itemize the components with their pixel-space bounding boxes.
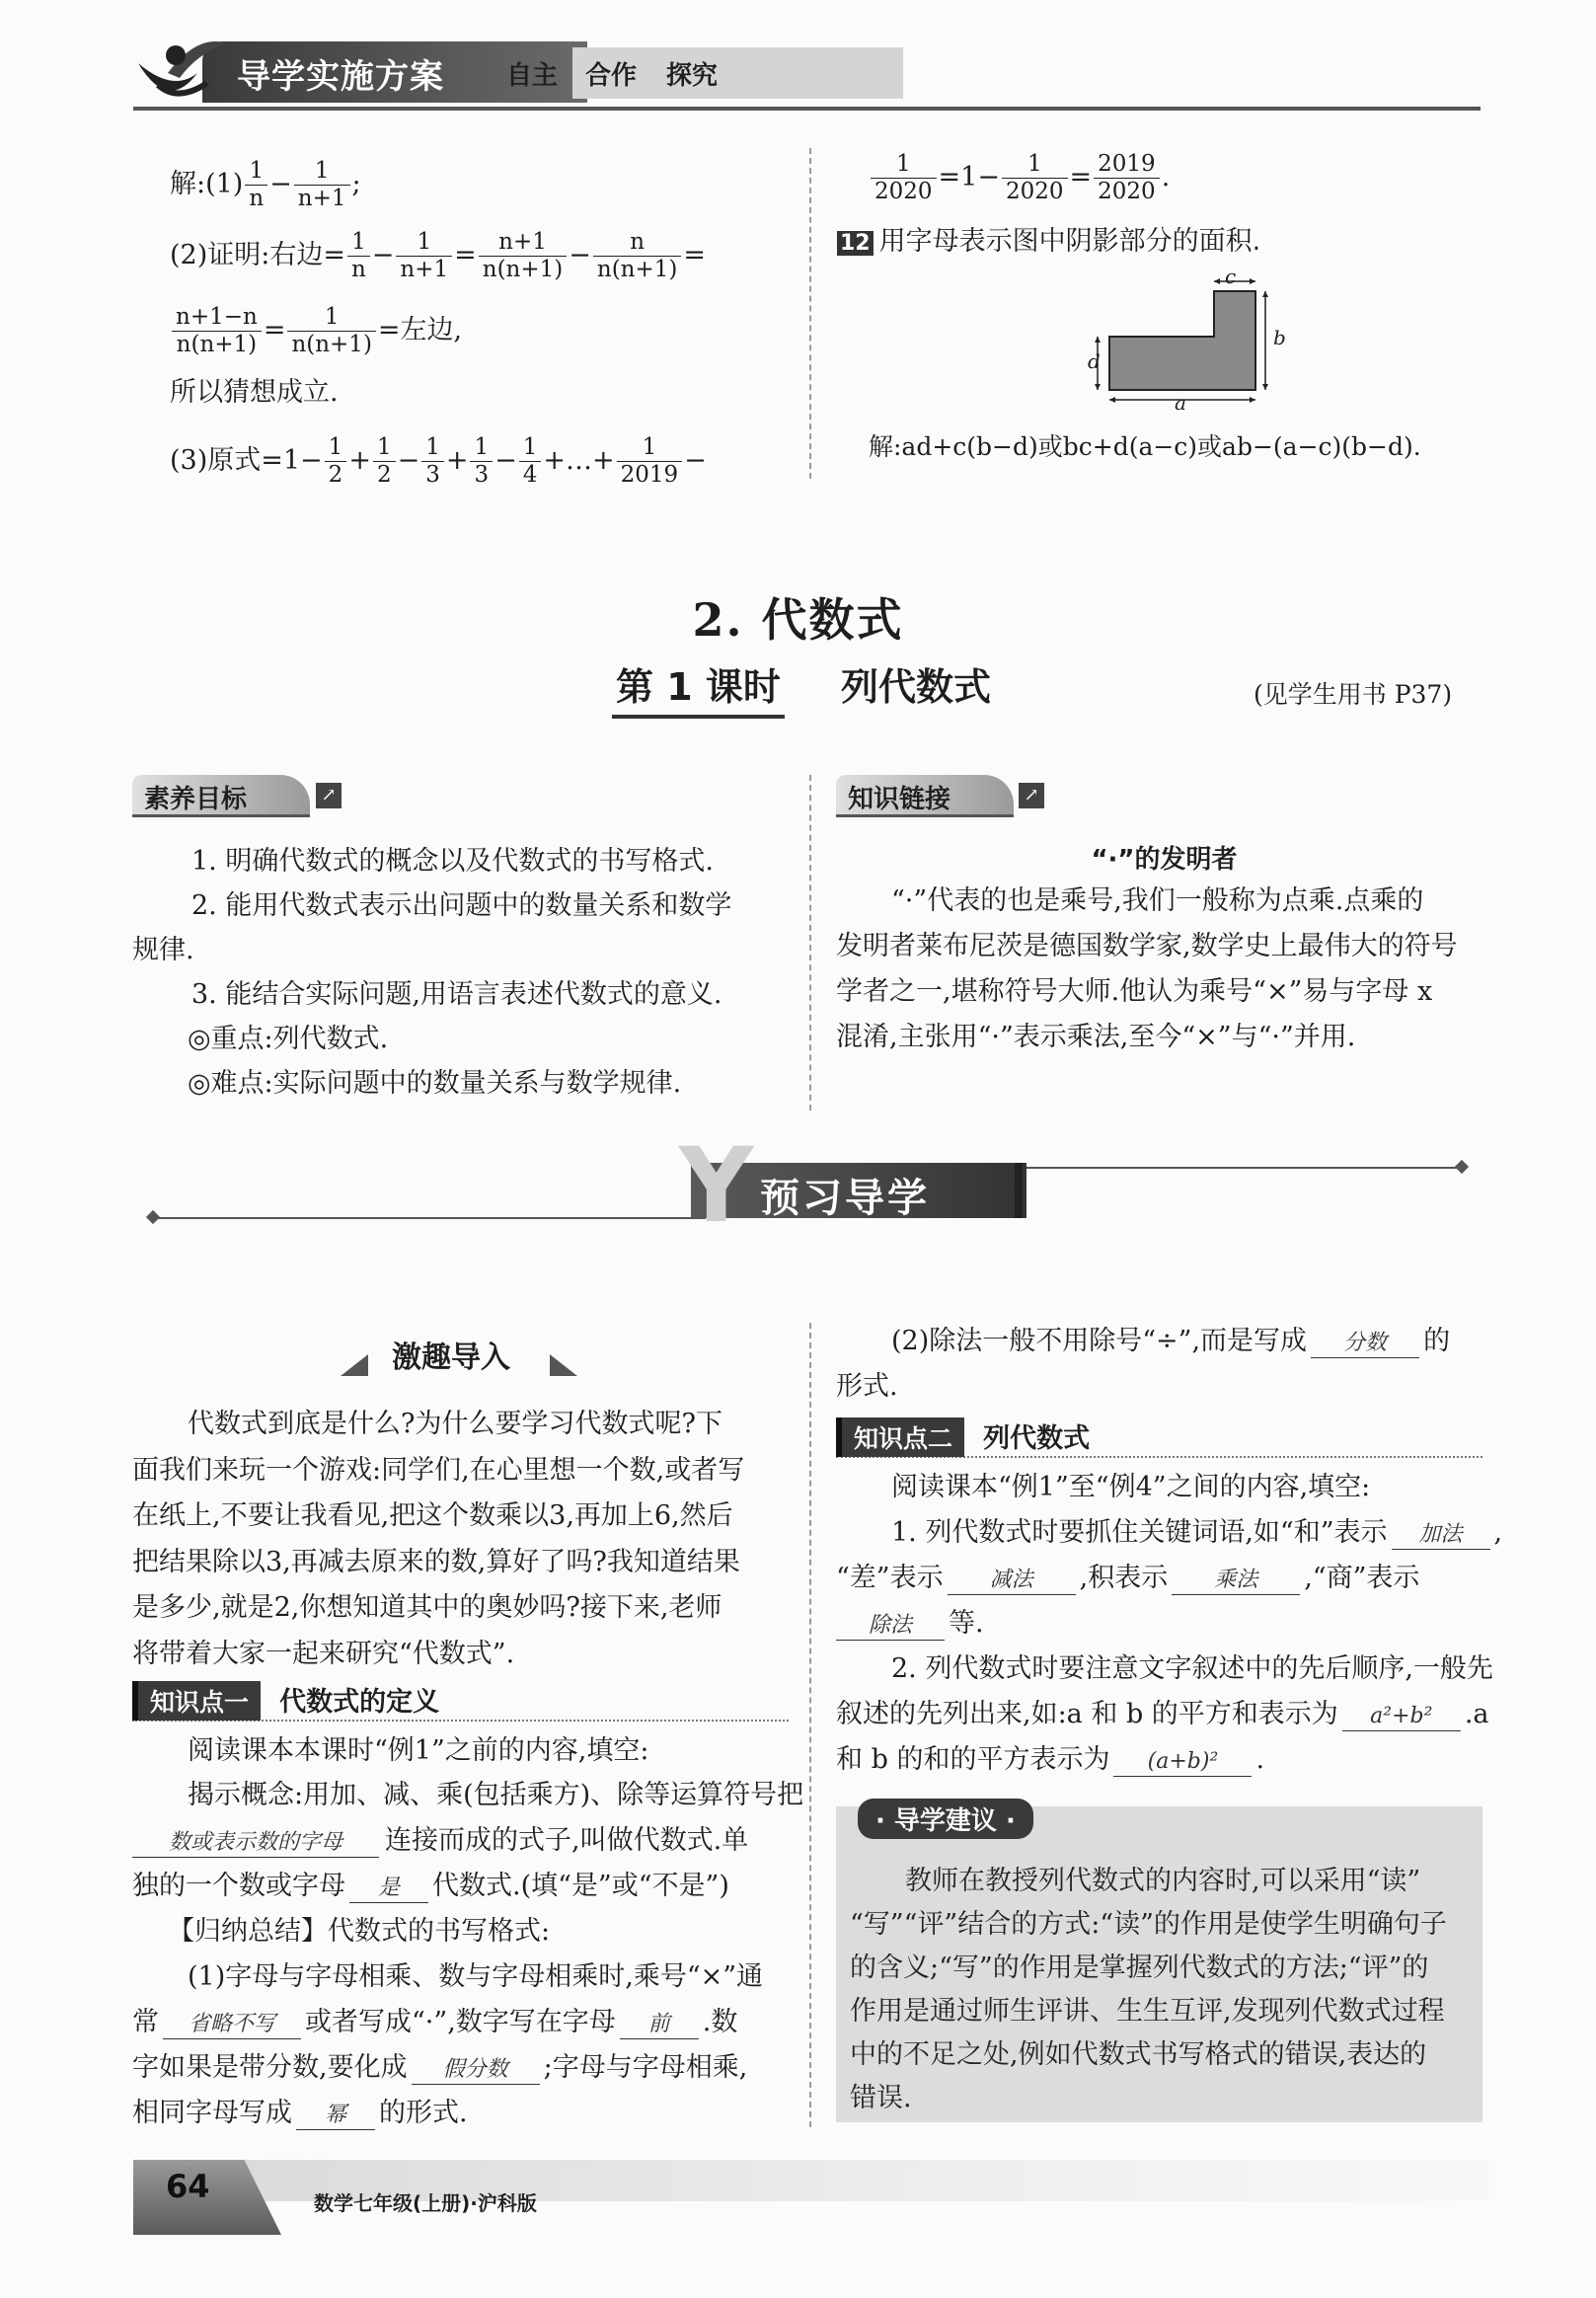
preview-letter: Y — [679, 1125, 754, 1246]
advice-body: 教师在教授列代数式的内容时,可以采用“读” “写”“评”结合的方式:“读”的作用是使学生明确句子 的含义;“写”的作用是掌握列代数式的方法;“评”的 作用是通过师生评讲、生生互评,发现列代数式过程 中的不足之处,例如代数式书写格式的错误,表达的 错误. — [850, 1866, 1447, 2113]
column-divider-top — [809, 148, 811, 479]
kp2-line-5: 叙述的先列出来,如:a 和 b 的平方和表示为 a²+b² .a — [836, 1699, 1489, 1729]
question-12: 12 用字母表示图中阴影部分的面积. — [837, 225, 1260, 261]
kp1-tag: 知识点一 — [132, 1681, 261, 1721]
fraction: $\frac{1}{n}$ — [347, 229, 370, 283]
header-bar — [128, 41, 780, 103]
kp1-answer-3: 省略不写 — [163, 2011, 301, 2039]
fraction: $\frac{1}{2020}$ — [871, 151, 937, 205]
fraction: $\frac{1}{4}$ — [519, 434, 542, 489]
kp1-concept-a: 揭示概念:用加、减、乘(包括乘方)、除等运算符号把 — [188, 1780, 804, 1810]
kp2-line-6: 和 b 的和的平方表示为 (a+b)² . — [836, 1744, 1265, 1775]
kp1-answer-2: 是 — [349, 1875, 428, 1903]
figure-label-b: b — [1273, 326, 1286, 349]
fraction: $\frac{1}{2019}$ — [617, 434, 683, 489]
column-divider-goals — [809, 775, 811, 1111]
preview-line-left — [153, 1217, 706, 1219]
kp2-read: 阅读课本“例1”至“例4”之间的内容,填空: — [891, 1472, 1371, 1502]
fraction: $\frac{n+1-n}{n(n+1)}$ — [172, 304, 262, 358]
fraction: $\frac{1}{n+1}$ — [396, 229, 452, 283]
fraction: $\frac{n}{n(n+1)}$ — [593, 229, 681, 283]
header-tag-3: 探究 — [666, 61, 719, 91]
answer-9: 减法 — [948, 1567, 1076, 1595]
advice-box — [836, 1806, 1482, 2122]
kp1-summary: 【归纳总结】代数式的书写格式: — [168, 1916, 551, 1947]
rule-2a: (2)除法一般不用除号“÷”,而是写成 分数 的 — [891, 1326, 1451, 1356]
solution-conclusion: 所以猜想成立. — [170, 377, 339, 408]
fraction: $\frac{2019}{2020}$ — [1094, 151, 1160, 205]
rule-2b: 形式. — [836, 1371, 898, 1402]
kp1-header — [132, 1680, 789, 1722]
kp1-rule-1b: 常 省略不写 或者写成“·”,数字写在字母 前 .数 — [132, 2007, 738, 2037]
question-12-answer: 解:ad+c(b−d)或bc+d(a−c)或ab−(a−c)(b−d). — [869, 432, 1421, 461]
fraction: $\frac{1}{2}$ — [325, 434, 347, 489]
goal-item: 3. 能结合实际问题,用语言表述代数式的意义. — [191, 979, 722, 1010]
header-banner-title: 导学实施方案 — [237, 57, 444, 97]
fraction: $\frac{1}{n(n+1)}$ — [287, 304, 375, 358]
intro-body: 代数式到底是什么?为什么要学习代数式呢?下 面我们来玩一个游戏:同学们,在心里想一个数,或者写 在纸上,不要让我看见,把这个数乘以3,再加上6,然后 把结果除以3,再减去原来的数,算好了吗?我知道结果 是多少,就是2,你想知道其中的奥妙吗?接下来,老师 将带着大家一起来研究“代数式”. — [132, 1409, 745, 1669]
fraction: $\frac{1}{2020}$ — [1002, 151, 1068, 205]
preview-title: 预习导学 — [760, 1176, 930, 1221]
fraction: $\frac{n+1}{n(n+1)}$ — [479, 229, 567, 283]
section-title: 2. 代数式 — [692, 593, 904, 647]
kp1-answer-6: 幂 — [296, 2102, 375, 2130]
solution-part-1: 解:(1) $\frac{1}{n}$ − $\frac{1}{n+1}$ ; — [170, 158, 361, 211]
kp2-tag: 知识点二 — [836, 1417, 964, 1457]
solution-part-2b: $\frac{n+1-n}{n(n+1)}$ = $\frac{1}{n(n+1)}$ =左边, — [170, 304, 462, 358]
answer-11: 除法 — [836, 1612, 945, 1641]
advice-label: · 导学建议 · — [858, 1799, 1033, 1839]
knowledge-label-tab: 知识链接 — [836, 775, 1014, 817]
answer-13: (a+b)² — [1113, 1748, 1252, 1777]
goals-list — [132, 839, 789, 1106]
fraction: $\frac{1}{2}$ — [373, 434, 396, 489]
kp1-answer-4: 前 — [620, 2011, 699, 2039]
goal-item: 1. 明确代数式的概念以及代数式的书写格式. — [191, 846, 714, 877]
kp1-answer-1: 数或表示数的字母 — [132, 1829, 379, 1858]
goal-item-difficulty: ◎难点:实际问题中的数量关系与数学规律. — [188, 1068, 682, 1099]
figure-label-a: a — [1175, 391, 1186, 415]
fraction: $\frac{1}{3}$ — [470, 434, 493, 489]
kp2-line-4: 2. 列代数式时要注意文字叙述中的先后顺序,一般先 — [891, 1653, 1493, 1684]
kp2-header — [836, 1417, 1482, 1458]
figure-label-d: d — [1088, 349, 1101, 373]
fraction: $\frac{1}{n}$ — [245, 158, 267, 212]
page-number: 64 — [166, 2168, 210, 2205]
textbook-reference: (见学生用书 P37) — [1254, 680, 1453, 709]
kp1-answer-5: 假分数 — [412, 2056, 540, 2085]
preview-banner-accent — [1015, 1163, 1023, 1218]
preview-dot-right — [1455, 1160, 1469, 1174]
lesson-number: 第 1 课时 — [612, 656, 785, 719]
figure-label-c: c — [1225, 265, 1237, 288]
goals-label-tab: 素养目标 — [132, 775, 310, 817]
preview-line-right — [1026, 1167, 1461, 1169]
answer-8: 加法 — [1392, 1521, 1490, 1550]
lesson-name: 列代数式 — [841, 665, 992, 709]
goals-arrow-icon: ↗ — [316, 783, 342, 808]
kp1-rule-1c: 字如果是带分数,要化成 假分数 ;字母与字母相乘, — [132, 2052, 748, 2083]
kp2-line-2: “差”表示 减法 ,积表示 乘法 ,“商”表示 — [836, 1563, 1420, 1593]
header-tag-2: 合作 — [585, 61, 638, 91]
knowledge-arrow-icon: ↗ — [1019, 783, 1044, 808]
intro-label: 激趣导入 — [341, 1333, 577, 1374]
kp1-rule-1d: 相同字母写成 幂 的形式. — [132, 2098, 468, 2128]
knowledge-title: “·”的发明者 — [1091, 845, 1238, 875]
logo-icon — [128, 34, 237, 113]
header-tag-1: 自主 — [506, 61, 559, 91]
kp1-title: 代数式的定义 — [279, 1687, 440, 1718]
kp1-read: 阅读课本本课时“例1”之前的内容,填空: — [188, 1735, 649, 1766]
kp2-line-1: 1. 列代数式时要抓住关键词语,如“和”表示 加法 , — [891, 1517, 1503, 1548]
question-number-badge: 12 — [837, 231, 874, 256]
goal-item-key: ◎重点:列代数式. — [188, 1024, 389, 1054]
kp1-rule-1a: (1)字母与字母相乘、数与字母相乘时,乘号“×”通 — [188, 1961, 764, 1992]
intro-label-left-wedge — [341, 1354, 368, 1376]
goal-item: 规律. — [132, 935, 194, 965]
solution-part-3: (3)原式=1− $\frac{1}{2}$ + $\frac{1}{2}$ − $\frac{1}{3}$ + $\frac{1}{3}$ − $\frac{1}{4}$ +…+ $\frac{1}{2019}$ − — [170, 434, 707, 488]
column-divider-bottom — [809, 1323, 811, 2127]
solution-part-2: (2)证明:右边= $\frac{1}{n}$ − $\frac{1}{n+1}$ = $\frac{n+1}{n(n+1)}$ − $\frac{n}{n(n+1)}$ = — [170, 229, 706, 282]
header-rule — [133, 107, 1481, 111]
answer-7: 分数 — [1311, 1330, 1419, 1358]
knowledge-body: “·”代表的也是乘号,我们一般称为点乘.点乘的 发明者莱布尼茨是德国数学家,数学史上最伟大的符号 学者之一,堪称符号大师.他认为乘号“×”易与字母 x 混淆,主张用“·”表示乘法,至今“×”与“·”并用. — [836, 885, 1458, 1052]
answer-10: 乘法 — [1172, 1567, 1300, 1595]
answer-12: a²+b² — [1342, 1703, 1461, 1731]
intro-label-right-wedge — [550, 1354, 577, 1376]
kp2-line-3: 除法 等. — [836, 1607, 984, 1641]
kp1-concept-line2: 数或表示数的字母 连接而成的式子,叫做代数式.单 — [132, 1824, 748, 1858]
solution-part-3-end: $\frac{1}{2020}$ =1− $\frac{1}{2020}$ = $\frac{2019}{2020}$ . — [869, 151, 1170, 205]
goal-item: 2. 能用代数式表示出问题中的数量关系和数学 — [191, 890, 732, 921]
fraction: $\frac{1}{n+1}$ — [294, 158, 350, 212]
kp2-title: 列代数式 — [983, 1423, 1091, 1454]
preview-dot-left — [146, 1210, 160, 1224]
footer-book-title: 数学七年级(上册)·沪科版 — [314, 2191, 537, 2215]
kp1-concept-line3: 独的一个数或字母 是 代数式.(填“是”或“不是”) — [132, 1871, 729, 1901]
fraction: $\frac{1}{3}$ — [421, 434, 444, 489]
